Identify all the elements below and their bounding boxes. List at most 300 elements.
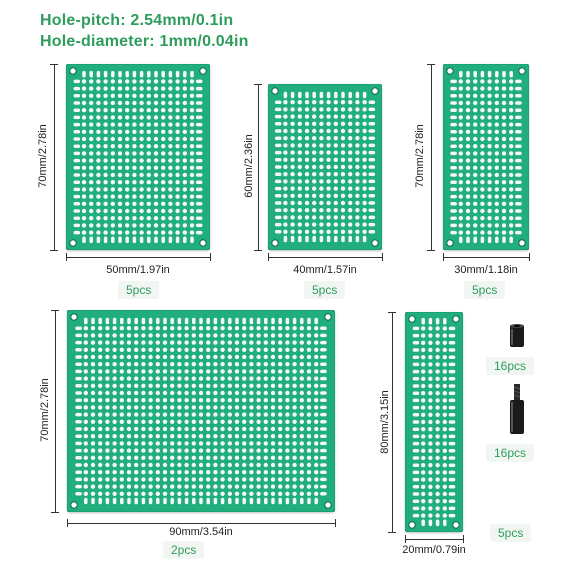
pcb-hole xyxy=(111,94,115,98)
pcb-hole xyxy=(148,477,152,481)
pcb-hole xyxy=(314,384,318,388)
pcb-hole xyxy=(466,187,470,191)
pcb-hole xyxy=(495,144,499,148)
pcb-hole xyxy=(139,86,143,90)
pcb-hole xyxy=(459,158,463,162)
board-a-height-line xyxy=(54,64,55,250)
pcb-hole xyxy=(118,158,122,162)
pcb-hole xyxy=(190,101,194,105)
pcb-hole xyxy=(163,333,167,337)
tick xyxy=(210,253,211,261)
pcb-hole xyxy=(235,326,239,330)
pcb-hole xyxy=(515,188,522,192)
pcb-hole xyxy=(275,201,282,205)
pcb-hole xyxy=(348,172,352,176)
pcb-hole xyxy=(221,498,225,505)
pcb-hole xyxy=(132,202,136,206)
pcb-hole xyxy=(334,208,338,212)
pcb-hole xyxy=(362,215,366,219)
pcb-hole xyxy=(341,114,345,118)
pcb-hole xyxy=(177,477,181,481)
pcb-hole xyxy=(127,441,131,445)
pcb-hole xyxy=(421,492,425,496)
pcb-hole xyxy=(199,384,203,388)
pcb-hole xyxy=(74,144,81,148)
pcb-hole xyxy=(139,209,143,213)
pcb-hole xyxy=(192,470,196,474)
pcb-hole xyxy=(103,101,107,105)
pcb-hole xyxy=(170,427,174,431)
pcb-hole xyxy=(112,427,116,431)
pcb-hole xyxy=(170,420,174,424)
pcb-hole xyxy=(319,143,323,147)
pcb-hole xyxy=(278,412,282,416)
pcb-hole xyxy=(190,216,194,220)
pcb-hole xyxy=(298,100,302,104)
pcb-hole xyxy=(235,470,239,474)
pcb-hole xyxy=(341,172,345,176)
pcb-hole xyxy=(515,231,522,235)
pcb-hole xyxy=(348,222,352,226)
pcb-hole xyxy=(132,158,136,162)
pcb-hole xyxy=(134,477,138,481)
pcb-hole xyxy=(91,441,95,445)
pcb-hole xyxy=(206,477,210,481)
pcb-hole xyxy=(177,340,181,344)
pcb-hole xyxy=(91,470,95,474)
pcb-hole xyxy=(502,94,506,98)
pcb-hole xyxy=(213,405,217,409)
pcb-hole xyxy=(362,172,366,176)
pcb-hole xyxy=(264,477,268,481)
pcb-hole xyxy=(105,384,109,388)
pcb-hole xyxy=(487,209,491,213)
pcb-hole xyxy=(320,398,327,402)
hole-diameter-spec: Hole-diameter: 1mm/0.04in xyxy=(40,33,249,50)
pcb-hole xyxy=(298,179,302,183)
pcb-hole xyxy=(264,456,268,460)
pcb-hole xyxy=(132,166,136,170)
pcb-hole xyxy=(413,370,420,374)
pcb-hole xyxy=(278,318,282,325)
pcb-hole xyxy=(161,237,165,244)
pcb-hole xyxy=(206,369,210,373)
pcb-hole xyxy=(127,463,131,467)
pcb-hole xyxy=(154,144,158,148)
pcb-hole xyxy=(175,223,179,227)
mounting-hole xyxy=(200,240,206,246)
pcb-hole xyxy=(348,114,352,118)
pcb-hole xyxy=(82,209,86,213)
pcb-hole xyxy=(298,236,302,243)
pcb-hole xyxy=(183,151,187,155)
pcb-hole xyxy=(495,86,499,90)
standoff-nut-icon xyxy=(502,323,532,349)
pcb-hole xyxy=(112,448,116,452)
pcb-hole xyxy=(147,86,151,90)
pcb-hole xyxy=(147,230,151,234)
pcb-hole xyxy=(170,398,174,402)
pcb-hole xyxy=(307,340,311,344)
pcb-hole xyxy=(298,222,302,226)
pcb-hole xyxy=(177,398,181,402)
pcb-hole xyxy=(156,420,160,424)
pcb-hole xyxy=(362,194,366,198)
pcb-hole xyxy=(334,122,338,126)
pcb-hole xyxy=(132,151,136,155)
pcb-hole xyxy=(421,449,425,453)
mounting-hole xyxy=(519,240,525,246)
pcb-hole xyxy=(170,412,174,416)
pcb-hole xyxy=(509,94,513,98)
pcb-hole xyxy=(82,151,86,155)
pcb-hole xyxy=(413,363,420,367)
pcb-hole xyxy=(334,179,338,183)
pcb-hole xyxy=(290,215,294,219)
pcb-hole xyxy=(196,180,203,184)
pcb-hole xyxy=(125,209,129,213)
pcb-hole xyxy=(319,100,323,104)
pcb-hole xyxy=(291,236,295,243)
pcb-hole xyxy=(105,348,109,352)
pcb-hole xyxy=(249,369,253,373)
pcb-hole xyxy=(177,463,181,467)
pcb-hole xyxy=(184,441,188,445)
pcb-hole xyxy=(220,398,224,402)
pcb-hole xyxy=(307,448,311,452)
pcb-hole xyxy=(443,477,447,481)
pcb-hole xyxy=(278,405,282,409)
pcb-hole xyxy=(168,209,172,213)
pcb-hole xyxy=(163,420,167,424)
pcb-hole xyxy=(127,333,131,337)
pcb-hole xyxy=(161,158,165,162)
pcb-hole xyxy=(435,377,439,381)
pcb-hole xyxy=(163,484,167,488)
pcb-hole xyxy=(103,137,107,141)
pcb-hole xyxy=(450,94,457,98)
pcb-hole xyxy=(125,144,129,148)
pcb-hole xyxy=(103,108,107,112)
pcb-hole xyxy=(466,130,470,134)
pcb-hole xyxy=(148,376,152,380)
pcb-hole xyxy=(283,172,287,176)
pcb-hole xyxy=(190,223,194,227)
pcb-hole xyxy=(177,470,181,474)
pcb-hole xyxy=(320,442,327,446)
pcb-hole xyxy=(502,144,506,148)
pcb-hole xyxy=(89,166,93,170)
pcb-hole xyxy=(271,348,275,352)
pcb-hole xyxy=(148,434,152,438)
pcb-hole xyxy=(84,441,88,445)
pcb-hole xyxy=(175,187,179,191)
pcb-hole xyxy=(98,318,102,325)
pcb-hole xyxy=(74,101,81,105)
pcb-hole xyxy=(168,216,172,220)
pcb-hole xyxy=(473,101,477,105)
pcb-hole xyxy=(348,208,352,212)
pcb-hole xyxy=(154,223,158,227)
pcb-hole xyxy=(199,376,203,380)
pcb-hole xyxy=(74,166,81,170)
pcb-hole xyxy=(348,158,352,162)
pcb-hole xyxy=(84,355,88,359)
pcb-hole xyxy=(449,442,456,446)
pcb-hole xyxy=(177,376,181,380)
pcb-hole xyxy=(283,143,287,147)
pcb-hole xyxy=(120,355,124,359)
pcb-hole xyxy=(106,318,110,325)
pcb-hole xyxy=(326,150,330,154)
pcb-hole xyxy=(214,318,218,325)
pcb-hole xyxy=(170,318,174,325)
pcb-hole xyxy=(320,391,327,395)
pcb-hole xyxy=(435,449,439,453)
pcb-hole xyxy=(249,470,253,474)
pcb-hole xyxy=(435,391,439,395)
pcb-hole xyxy=(242,412,246,416)
pcb-hole xyxy=(141,340,145,344)
pcb-hole xyxy=(132,216,136,220)
pcb-hole xyxy=(473,209,477,213)
pcb-hole xyxy=(199,463,203,467)
pcb-hole xyxy=(435,470,439,474)
pcb-hole xyxy=(147,237,151,244)
pcb-hole xyxy=(220,420,224,424)
pcb-hole xyxy=(235,405,239,409)
pcb-hole xyxy=(369,194,376,198)
pcb-hole xyxy=(125,173,129,177)
pcb-hole xyxy=(327,236,331,243)
pcb-hole xyxy=(113,498,117,505)
pcb-hole xyxy=(206,484,210,488)
pcb-hole xyxy=(220,470,224,474)
pcb-hole xyxy=(473,79,477,83)
pcb-hole xyxy=(305,222,309,226)
mounting-hole xyxy=(409,522,415,528)
pcb-hole xyxy=(213,348,217,352)
pcb-hole xyxy=(487,202,491,206)
pcb-hole xyxy=(249,477,253,481)
pcb-hole xyxy=(183,86,187,90)
board-e-width-label: 20mm/0.79in xyxy=(402,544,466,556)
pcb-hole xyxy=(220,441,224,445)
pcb-hole xyxy=(473,151,477,155)
pcb-hole xyxy=(363,236,367,243)
pcb-hole xyxy=(480,151,484,155)
pcb-hole xyxy=(196,144,203,148)
pcb-hole xyxy=(183,237,187,244)
pcb-hole xyxy=(271,420,275,424)
pcb-hole xyxy=(192,427,196,431)
pcb-hole xyxy=(192,333,196,337)
pcb-hole xyxy=(111,144,115,148)
pcb-hole xyxy=(168,79,172,83)
pcb-hole xyxy=(120,412,124,416)
pcb-hole xyxy=(369,136,376,140)
pcb-hole xyxy=(139,216,143,220)
pcb-hole xyxy=(293,498,297,505)
pcb-hole xyxy=(141,456,145,460)
pcb-hole xyxy=(305,236,309,243)
pcb-hole xyxy=(515,123,522,127)
pcb-hole xyxy=(515,130,522,134)
pcb-hole xyxy=(362,129,366,133)
pcb-hole xyxy=(421,485,425,489)
pcb-hole xyxy=(300,398,304,402)
pcb-hole xyxy=(175,158,179,162)
pcb-hole xyxy=(242,369,246,373)
pcb-hole xyxy=(421,477,425,481)
pcb-hole xyxy=(334,186,338,190)
pcb-hole xyxy=(307,326,311,330)
pcb-hole xyxy=(190,86,194,90)
pcb-hole xyxy=(290,100,294,104)
pcb-hole xyxy=(112,477,116,481)
pcb-hole xyxy=(170,470,174,474)
pcb-hole xyxy=(275,230,282,234)
pcb-hole xyxy=(98,333,102,337)
pcb-hole xyxy=(312,143,316,147)
pcb-hole xyxy=(428,513,432,517)
pcb-hole xyxy=(168,173,172,177)
pcb-hole xyxy=(450,80,457,84)
pcb-hole xyxy=(154,166,158,170)
pcb-hole xyxy=(105,420,109,424)
pcb-hole xyxy=(163,405,167,409)
pcb-hole xyxy=(502,79,506,83)
pcb-hole xyxy=(192,477,196,481)
pcb-hole xyxy=(436,318,440,325)
pcb-hole xyxy=(199,470,203,474)
pcb-hole xyxy=(141,348,145,352)
pcb-hole xyxy=(356,236,360,243)
pcb-hole xyxy=(183,130,187,134)
pcb-hole xyxy=(161,230,165,234)
pcb-hole xyxy=(111,151,115,155)
pcb-hole xyxy=(285,492,289,496)
pcb-hole xyxy=(75,463,82,467)
pcb-hole xyxy=(98,441,102,445)
pcb-hole xyxy=(163,348,167,352)
pcb-hole xyxy=(91,369,95,373)
pcb-hole xyxy=(147,166,151,170)
pcb-hole xyxy=(264,441,268,445)
pcb-hole xyxy=(466,79,470,83)
pcb-hole xyxy=(305,158,309,162)
pcb-hole xyxy=(292,369,296,373)
pcb-hole xyxy=(120,384,124,388)
pcb-hole xyxy=(307,369,311,373)
pcb-hole xyxy=(473,115,477,119)
pcb-hole xyxy=(196,166,203,170)
pcb-hole xyxy=(154,86,158,90)
pcb-hole xyxy=(91,448,95,452)
pcb-hole xyxy=(305,136,309,140)
board-b-height-label: 60mm/2.36in xyxy=(243,134,255,198)
pcb-hole xyxy=(502,122,506,126)
pcb-hole xyxy=(495,137,499,141)
pcb-hole xyxy=(228,441,232,445)
pcb-hole xyxy=(443,377,447,381)
pcb-hole xyxy=(285,333,289,337)
pcb-hole xyxy=(192,492,196,496)
pcb-hole xyxy=(271,398,275,402)
pcb-hole xyxy=(298,158,302,162)
pcb-hole xyxy=(421,513,425,517)
pcb-hole xyxy=(125,122,129,126)
pcb-hole xyxy=(220,333,224,337)
pcb-hole xyxy=(132,144,136,148)
pcb-hole xyxy=(206,420,210,424)
pcb-hole xyxy=(120,441,124,445)
pcb-hole xyxy=(256,326,260,330)
pcb-hole xyxy=(175,79,179,83)
pcb-hole xyxy=(300,456,304,460)
pcb-hole xyxy=(139,144,143,148)
pcb-hole xyxy=(149,318,153,325)
pcb-hole xyxy=(285,376,289,380)
pcb-hole xyxy=(314,484,318,488)
pcb-hole xyxy=(199,448,203,452)
pcb-hole xyxy=(82,108,86,112)
pcb-hole xyxy=(502,237,506,244)
pcb-hole xyxy=(132,173,136,177)
pcb-hole xyxy=(290,230,294,234)
pcb-hole xyxy=(84,384,88,388)
pcb-hole xyxy=(326,114,330,118)
pcb-hole xyxy=(283,179,287,183)
pcb-hole xyxy=(515,108,522,112)
pcb-hole xyxy=(300,348,304,352)
pcb-hole xyxy=(105,484,109,488)
pcb-hole xyxy=(355,100,359,104)
pcb-hole xyxy=(192,318,196,325)
pcb-hole xyxy=(312,194,316,198)
pcb-hole xyxy=(257,498,261,505)
pcb-hole xyxy=(168,187,172,191)
pcb-hole xyxy=(163,498,167,505)
pcb-hole xyxy=(480,101,484,105)
pcb-hole xyxy=(163,326,167,330)
pcb-hole xyxy=(75,413,82,417)
pcb-hole xyxy=(184,477,188,481)
pcb-hole xyxy=(428,355,432,359)
pcb-hole xyxy=(220,376,224,380)
pcb-hole xyxy=(319,215,323,219)
pcb-hole xyxy=(161,173,165,177)
pcb-hole xyxy=(495,122,499,126)
pcb-hole xyxy=(256,456,260,460)
pcb-hole xyxy=(184,484,188,488)
pcb-hole xyxy=(449,399,456,403)
pcb-hole xyxy=(74,224,81,228)
pcb-hole xyxy=(312,230,316,234)
pcb-hole xyxy=(183,115,187,119)
pcb-hole xyxy=(84,456,88,460)
pcb-hole xyxy=(369,172,376,176)
pcb-hole xyxy=(154,187,158,191)
pcb-hole xyxy=(82,187,86,191)
pcb-hole xyxy=(413,499,420,503)
pcb-hole xyxy=(334,92,338,99)
pcb-hole xyxy=(147,209,151,213)
pcb-hole xyxy=(111,137,115,141)
pcb-hole xyxy=(141,376,145,380)
pcb-hole xyxy=(305,114,309,118)
pcb-hole xyxy=(127,492,131,496)
